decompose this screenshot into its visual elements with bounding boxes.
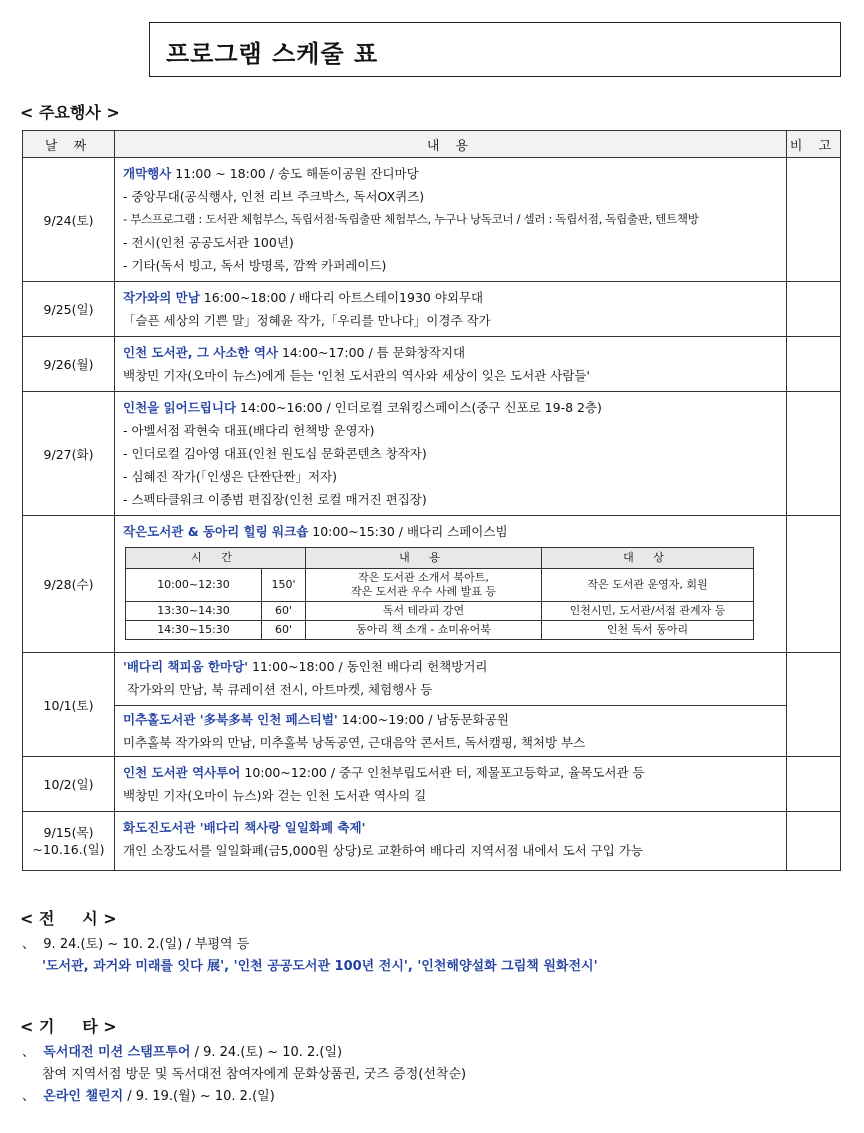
workshop-table xyxy=(125,547,754,640)
event-line: - 심혜진 작가(「인생은 단짠단짠」저자) xyxy=(123,469,337,484)
event-title: '배다리 책피움 한마당' xyxy=(123,659,249,674)
row-note xyxy=(787,812,841,871)
table-row xyxy=(23,812,841,871)
row-note xyxy=(787,757,841,812)
row-note xyxy=(787,392,841,516)
header-note: 비 고 xyxy=(787,131,841,158)
event-line: 「슬픈 세상의 기쁜 말」정혜윤 작가,「우리를 만나다」이경주 작가 xyxy=(123,313,491,328)
table-row xyxy=(23,282,841,337)
etc-item-date: / 9. 24.(토) ~ 10. 2.(일) xyxy=(190,1045,343,1060)
etc-item-desc: 참여 지역서점 방문 및 독서대전 참여자에게 문화상품권, 굿즈 증정(선착순) xyxy=(42,1067,467,1082)
event-info: 14:00~19:00 / 남동문화공원 xyxy=(337,712,509,727)
row-content xyxy=(115,812,787,871)
event-line: 작가와의 만남, 북 큐레이션 전시, 아트마켓, 체험행사 등 xyxy=(123,682,433,697)
inner-time: 13:30~14:30 xyxy=(126,602,262,621)
row-date: 9/28(수) xyxy=(23,516,115,653)
inner-content: 독서 테라피 강연 xyxy=(306,602,542,621)
table-row xyxy=(23,516,841,653)
table-row xyxy=(23,392,841,516)
event-info: 10:00~12:00 / 중구 인천부립도서관 터, 제물포고등학교, 율목도서관 등 xyxy=(240,765,645,780)
section-etc: < 기 타 > xyxy=(20,1017,117,1036)
inner-header-content: 내 용 xyxy=(306,548,542,569)
table-row xyxy=(23,158,841,282)
row-content xyxy=(115,516,787,653)
inner-header-target: 대 상 xyxy=(542,548,754,569)
bullet-icon: 、 xyxy=(22,1045,36,1060)
row-date: 9/24(토) xyxy=(23,158,115,282)
inner-row xyxy=(126,621,754,640)
row-date: 10/2(일) xyxy=(23,757,115,812)
row-content xyxy=(115,757,787,812)
title-box xyxy=(149,22,841,77)
row-note xyxy=(787,282,841,337)
inner-time: 10:00~12:30 xyxy=(126,569,262,602)
etc-item-title: 온라인 챌린지 xyxy=(43,1089,124,1104)
etc-list xyxy=(22,1042,466,1108)
event-line: - 아벨서점 곽현숙 대표(배다리 헌책방 운영자) xyxy=(123,423,375,438)
header-date: 날 짜 xyxy=(23,131,115,158)
inner-duration: 60' xyxy=(262,602,306,621)
event-title: 미추홀도서관 '多북多북 인천 페스티벌' xyxy=(123,712,338,727)
table-row xyxy=(23,757,841,812)
row-content xyxy=(115,392,787,516)
row-content xyxy=(115,653,787,757)
event-info: 16:00~18:00 / 배다리 아트스테이1930 야외무대 xyxy=(199,290,484,305)
row-date: 9/26(월) xyxy=(23,337,115,392)
row-date: 9/25(일) xyxy=(23,282,115,337)
bullet-icon: 、 xyxy=(22,1089,36,1104)
section-exhibit: < 전 시 > xyxy=(20,909,117,928)
event-line: 미추홀북 작가와의 만남, 미추홀북 낭독공연, 근대음악 콘서트, 독서캠핑, 책처방 부스 xyxy=(123,735,586,750)
event-info: 11:00~18:00 / 동인천 배다리 헌책방거리 xyxy=(248,659,488,674)
event-info: 11:00 ~ 18:00 / 송도 해돋이공원 잔디마당 xyxy=(171,166,419,181)
row-date: 10/1(토) xyxy=(23,653,115,757)
page-title: 프로그램 스케줄 표 xyxy=(166,40,379,68)
schedule-table xyxy=(22,130,841,871)
event-title: 작은도서관 & 동아리 힐링 워크숍 xyxy=(123,524,309,539)
inner-row xyxy=(126,569,754,602)
etc-item-title: 독서대전 미션 스탬프투어 xyxy=(43,1045,191,1060)
inner-target: 작은 도서관 운영자, 회원 xyxy=(542,569,754,602)
table-row xyxy=(23,653,841,757)
row-note xyxy=(787,516,841,653)
event-title: 화도진도서관 '배다리 책사랑 일일화폐 축제' xyxy=(123,820,366,835)
event-line: - 인더로컬 김아영 대표(인천 원도심 문화콘텐츠 창작자) xyxy=(123,446,427,461)
inner-target: 인천시민, 도서관/서점 관계자 등 xyxy=(542,602,754,621)
exhibit-list xyxy=(22,934,598,978)
row-note xyxy=(787,158,841,282)
inner-duration: 150' xyxy=(262,569,306,602)
event-line: - 부스프로그램 : 도서관 체험부스, 독립서점·독립출판 체험부스, 누구나 낭독코너 / 셀러 : 독립서점, 독립출판, 텐트책방 xyxy=(123,212,699,226)
event-line: 백창민 기자(오마이 뉴스)에게 듣는 '인천 도서관의 역사와 세상이 잊은 도서관 사람들' xyxy=(123,368,590,383)
inner-header-time: 시 간 xyxy=(126,548,306,569)
inner-content: 작은 도서관 소개서 북아트, 작은 도서관 우수 사례 발표 등 xyxy=(306,569,542,602)
row-content xyxy=(115,158,787,282)
event-title: 인천 도서관, 그 사소한 역사 xyxy=(123,345,278,360)
section-main-events: < 주요행사 > xyxy=(20,103,120,122)
event-info: 14:00~17:00 / 틈 문화창작지대 xyxy=(277,345,466,360)
exhibit-date: 9. 24.(토) ~ 10. 2.(일) / 부평역 등 xyxy=(43,937,250,952)
row-content xyxy=(115,282,787,337)
row-date: 9/15(목) ~10.16.(일) xyxy=(23,812,115,871)
row-date: 9/27(화) xyxy=(23,392,115,516)
inner-duration: 60' xyxy=(262,621,306,640)
event-line: 백창민 기자(오마이 뉴스)와 걷는 인천 도서관 역사의 길 xyxy=(123,788,427,803)
event-title: 인천을 읽어드립니다 xyxy=(123,400,237,415)
event-line: - 중앙무대(공식행사, 인천 리브 주크박스, 독서OX퀴즈) xyxy=(123,189,425,204)
event-title: 인천 도서관 역사투어 xyxy=(123,765,241,780)
row-note xyxy=(787,653,841,757)
inner-row xyxy=(126,602,754,621)
event-info: 14:00~16:00 / 인더로컬 코워킹스페이스(중구 신포로 19-8 2층) xyxy=(236,400,602,415)
event-line: - 스펙타클워크 이종범 편집장(인천 로컬 매거진 편집장) xyxy=(123,492,427,507)
row-note xyxy=(787,337,841,392)
table-row xyxy=(23,337,841,392)
header-content: 내 용 xyxy=(115,131,787,158)
event-info: 10:00~15:30 / 배다리 스페이스빔 xyxy=(308,524,508,539)
inner-target: 인천 독서 동아리 xyxy=(542,621,754,640)
bullet-icon: 、 xyxy=(22,937,36,952)
exhibit-titles: '도서관, 과거와 미래를 잇다 展', '인천 공공도서관 100년 전시', '인천해양설화 그림책 원화전시' xyxy=(42,959,598,974)
event-title: 개막행사 xyxy=(123,166,172,181)
row-content xyxy=(115,337,787,392)
event-line: - 전시(인천 공공도서관 100년) xyxy=(123,235,294,250)
etc-item-date: / 9. 19.(월) ~ 10. 2.(일) xyxy=(123,1089,275,1104)
event-line: 개인 소장도서를 일일화폐(금5,000원 상당)로 교환하여 배다리 지역서점 내에서 도서 구입 가능 xyxy=(123,843,643,858)
inner-time: 14:30~15:30 xyxy=(126,621,262,640)
event-title: 작가와의 만남 xyxy=(123,290,200,305)
event-line: - 기타(독서 빙고, 독서 방명록, 깜짝 카퍼레이드) xyxy=(123,258,387,273)
inner-content: 동아리 책 소개 - 쇼미유어북 xyxy=(306,621,542,640)
